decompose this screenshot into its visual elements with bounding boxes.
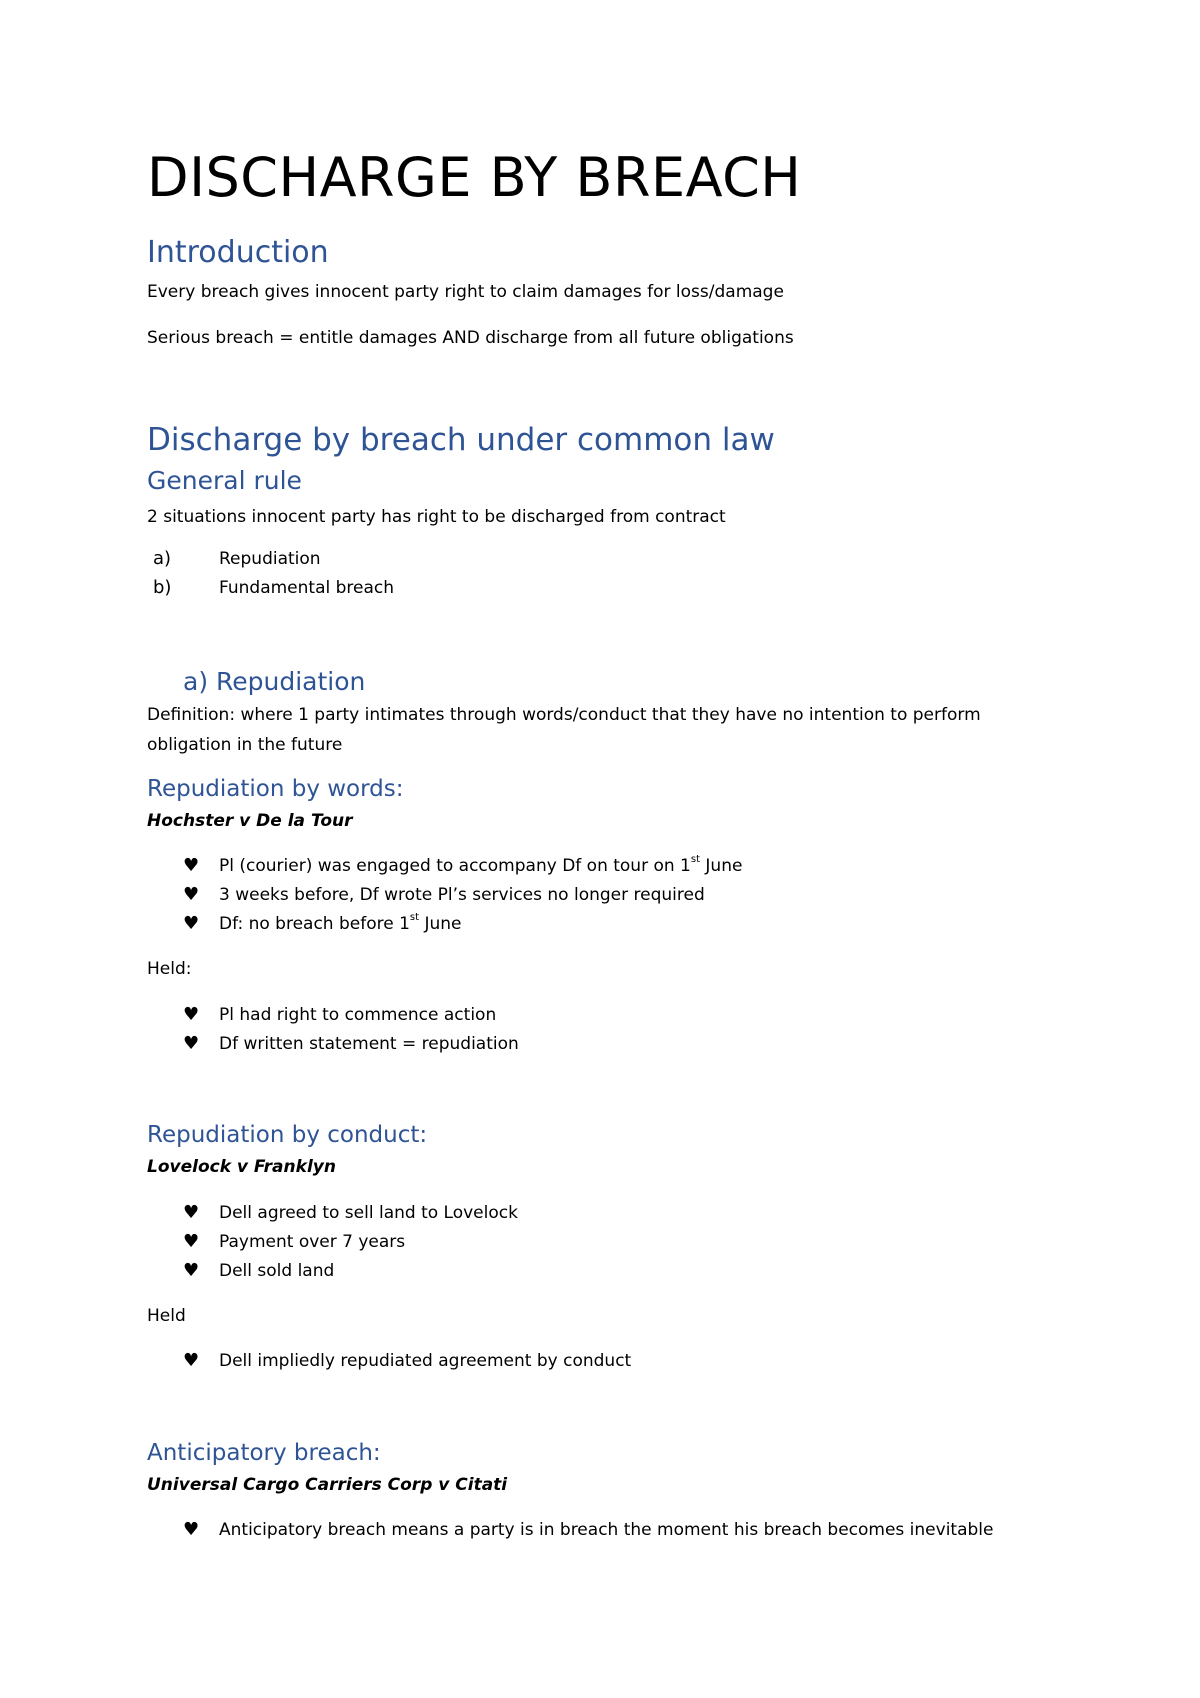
heart-bullet-icon: ♥ [183,1519,200,1540]
general-rule-text: 2 situations innocent party has right to be discharged from contract [147,507,726,527]
case-name: Hochster v De la Tour [147,811,353,831]
general-rule-heading: General rule [147,466,302,495]
repudiation-heading: a) Repudiation [183,667,366,696]
list-item-text: Fundamental breach [219,578,395,598]
case-name: Universal Cargo Carriers Corp v Citati [147,1475,508,1495]
heart-bullet-icon: ♥ [183,1004,200,1025]
list-item-text: Payment over 7 years [219,1232,406,1252]
list-item-text: Pl had right to commence action [219,1005,497,1025]
held-label: Held: [147,959,192,979]
repudiation-definition-line-1: Definition: where 1 party intimates through words/conduct that they have no intention to perform [147,705,981,725]
list-item-text: Df: no breach before 1st June [219,912,462,934]
list-item-text: Dell sold land [219,1261,335,1281]
by-conduct-heading: Repudiation by conduct: [147,1122,428,1148]
intro-paragraph-1: Every breach gives innocent party right to claim damages for loss/damage [147,282,784,302]
anticipatory-heading: Anticipatory breach: [147,1440,381,1466]
list-item-text: 3 weeks before, Df wrote Pl’s services no longer required [219,885,705,905]
heart-bullet-icon: ♥ [183,1260,200,1281]
by-words-heading: Repudiation by words: [147,776,404,802]
list-item-text: Pl (courier) was engaged to accompany Df on tour on 1st June [219,854,743,876]
heart-bullet-icon: ♥ [183,1202,200,1223]
list-item-text: Dell impliedly repudiated agreement by conduct [219,1351,632,1371]
list-item-text: Repudiation [219,549,321,569]
heart-bullet-icon: ♥ [183,1350,200,1371]
heart-bullet-icon: ♥ [183,1231,200,1252]
list-item-text: Df written statement = repudiation [219,1034,519,1054]
common-law-heading: Discharge by breach under common law [147,422,775,458]
list-marker: b) [153,577,172,598]
list-item-text: Dell agreed to sell land to Lovelock [219,1203,518,1223]
heart-bullet-icon: ♥ [183,913,200,934]
document-title: DISCHARGE BY BREACH [147,146,802,209]
intro-paragraph-2: Serious breach = entitle damages AND discharge from all future obligations [147,328,794,348]
case-name: Lovelock v Franklyn [147,1157,336,1177]
list-item-text: Anticipatory breach means a party is in breach the moment his breach becomes inevitable [219,1520,994,1540]
list-marker: a) [153,548,172,569]
heart-bullet-icon: ♥ [183,884,200,905]
heart-bullet-icon: ♥ [183,1033,200,1054]
held-label: Held [147,1306,186,1326]
heart-bullet-icon: ♥ [183,855,200,876]
intro-heading: Introduction [147,235,329,270]
repudiation-definition-line-2: obligation in the future [147,735,343,755]
